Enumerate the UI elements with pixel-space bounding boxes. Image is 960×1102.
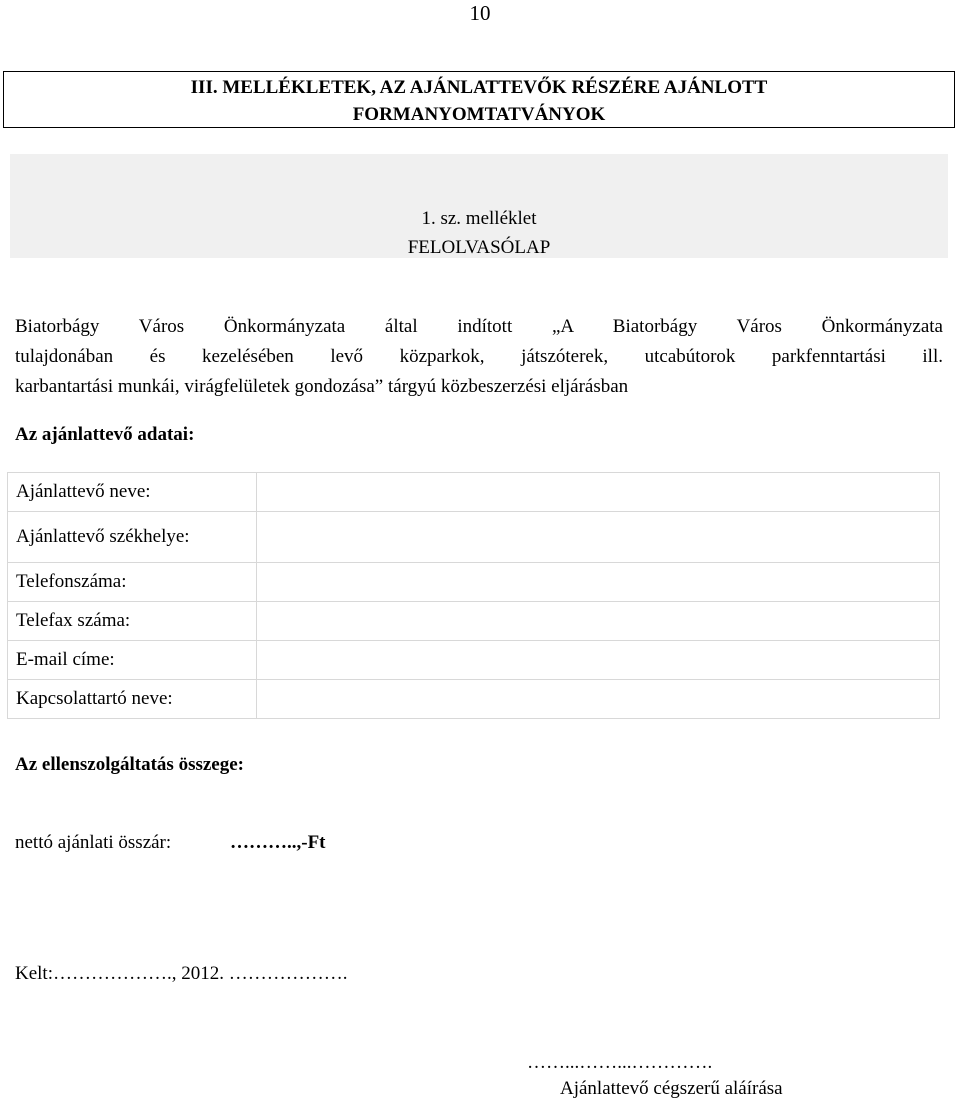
section-title-line2: FORMANYOMTATVÁNYOK <box>352 104 606 125</box>
page-number: 10 <box>469 1 491 25</box>
field-label: Kapcsolattartó neve: <box>8 680 257 719</box>
table-row <box>8 602 940 641</box>
field-label: Telefonszáma: <box>8 563 257 602</box>
field-value[interactable] <box>257 641 940 680</box>
intro-line: tulajdonában és kezelésében levő közparkok, játszóterek, utcabútorok parkfenntartási ill. <box>15 346 943 367</box>
consideration-heading: Az ellenszolgáltatás összege: <box>15 754 244 775</box>
net-price-value: ………..,-Ft <box>230 832 326 853</box>
intro-line: karbantartási munkái, virágfelületek gondozása” tárgyú közbeszerzési eljárásban <box>15 376 629 397</box>
section-title-box <box>3 71 955 128</box>
date-line: Kelt:………………., 2012. ………………. <box>15 963 348 984</box>
field-value[interactable] <box>257 563 940 602</box>
annex-number: 1. sz. melléklet <box>421 208 537 229</box>
bidder-data-table <box>7 472 940 719</box>
table-row <box>8 641 940 680</box>
field-value[interactable] <box>257 680 940 719</box>
signature-dots: ……...……...…………. <box>527 1052 713 1073</box>
signature-caption: Ajánlattevő cégszerű aláírása <box>560 1078 783 1099</box>
field-label: Telefax száma: <box>8 602 257 641</box>
section-title-line1: III. MELLÉKLETEK, AZ AJÁNLATTEVŐK RÉSZÉRE AJÁNLOTT <box>190 77 768 98</box>
field-value[interactable] <box>257 512 940 563</box>
field-label: Ajánlattevő székhelye: <box>8 512 257 563</box>
table-row <box>8 563 940 602</box>
net-price-label: nettó ajánlati összár: <box>15 832 172 853</box>
table-row <box>8 473 940 512</box>
annex-header <box>10 154 948 258</box>
intro-paragraph <box>15 312 943 402</box>
field-label: E-mail címe: <box>8 641 257 680</box>
bidder-data-heading: Az ajánlattevő adatai: <box>15 424 195 445</box>
intro-line: Biatorbágy Város Önkormányzata által indított „A Biatorbágy Város Önkormányzata <box>15 316 943 337</box>
field-value[interactable] <box>257 473 940 512</box>
annex-title: FELOLVASÓLAP <box>407 237 551 258</box>
field-label: Ajánlattevő neve: <box>8 473 257 512</box>
table-row <box>8 512 940 563</box>
table-row <box>8 680 940 719</box>
field-value[interactable] <box>257 602 940 641</box>
